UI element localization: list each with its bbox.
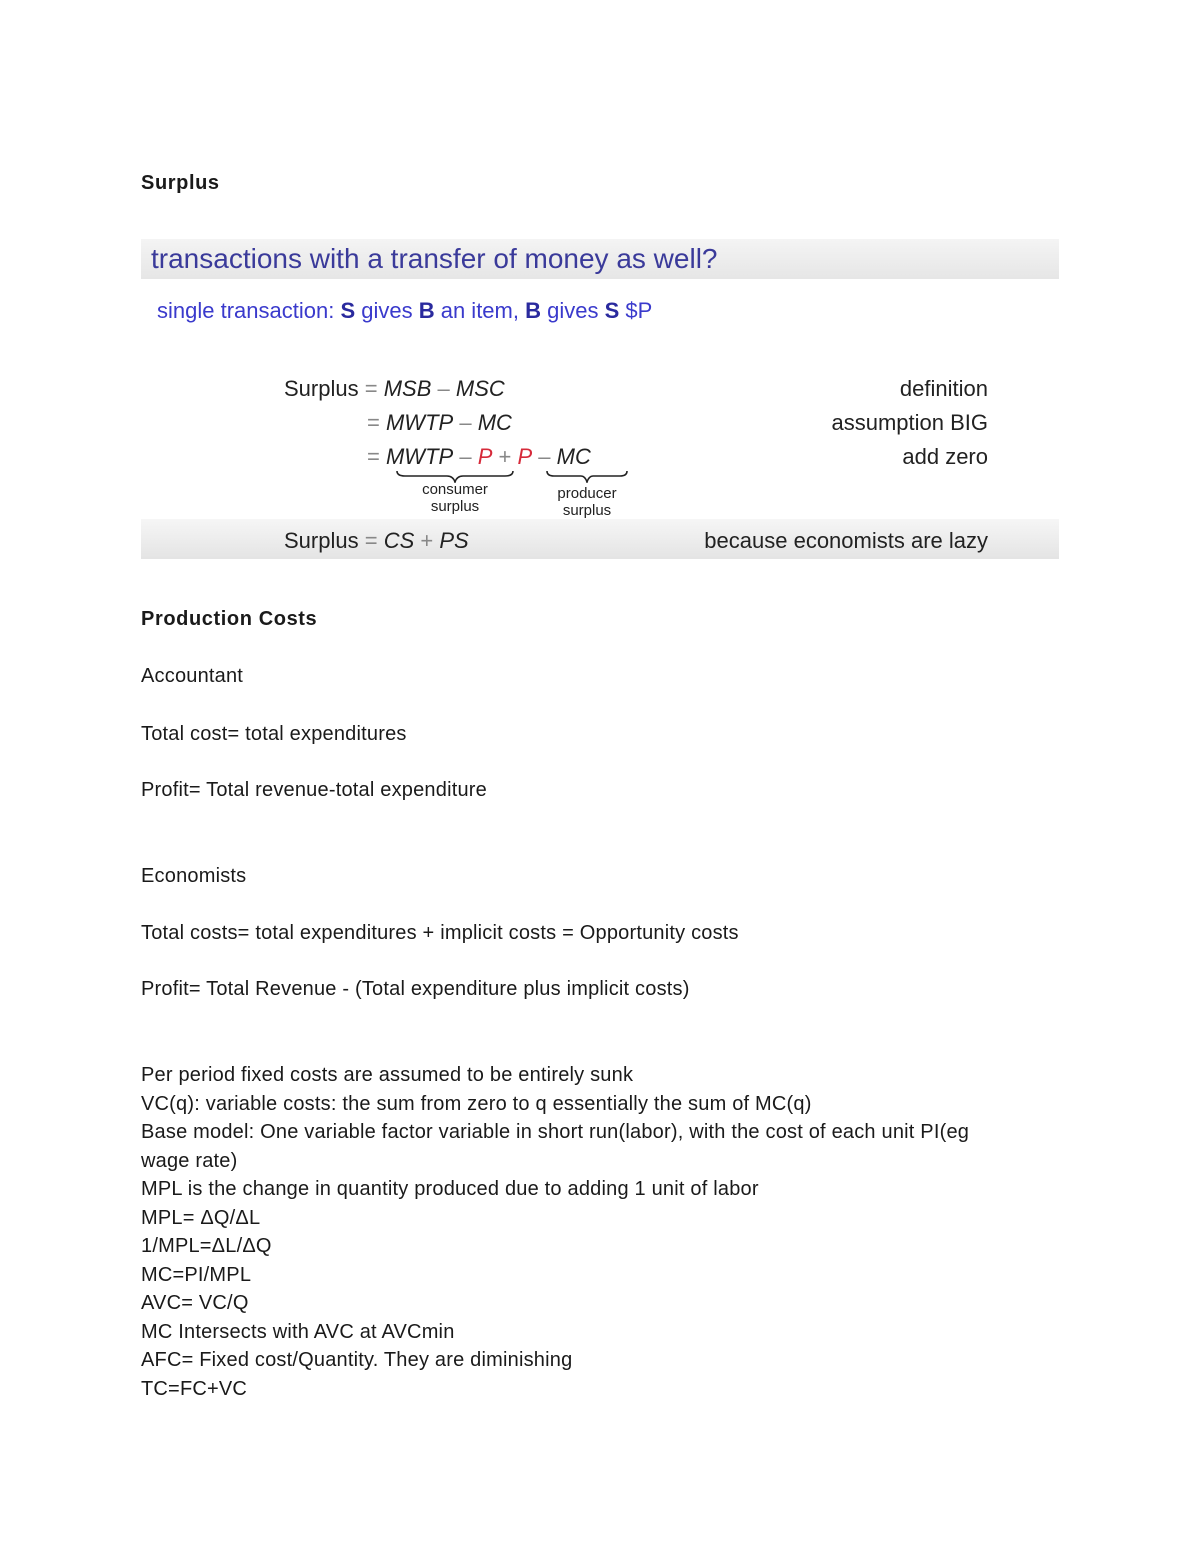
eq-minus: –: [459, 444, 472, 469]
equation-note-2: assumption BIG: [831, 410, 988, 435]
eq-minus: –: [538, 444, 551, 469]
eq-lhs: Surplus: [284, 528, 359, 553]
eq-equals: =: [367, 410, 380, 435]
equation-row-4: [284, 528, 469, 554]
subtitle-b: B: [418, 298, 435, 323]
equation-note-3: add zero: [902, 444, 988, 469]
economists-label: Economists: [141, 865, 247, 887]
slide-title-bar: [141, 239, 1059, 279]
eq-term: MC: [477, 410, 512, 435]
equation-note-4: because economists are lazy: [704, 528, 988, 553]
economists-profit: Profit= Total Revenue - (Total expenditure plus implicit costs): [141, 978, 690, 1000]
eq-term: MWTP: [385, 444, 454, 469]
equation-row-3: [367, 444, 591, 470]
note-line: Per period fixed costs are assumed to be entirely sunk: [141, 1064, 634, 1086]
eq-term-price: P: [477, 444, 493, 469]
eq-lhs: Surplus: [284, 376, 359, 401]
subtitle-text: single transaction:: [157, 298, 341, 323]
subtitle-s: S: [604, 298, 620, 323]
surplus-slide-figure: [141, 237, 1059, 559]
eq-term: MWTP: [385, 410, 454, 435]
subtitle-b: B: [525, 298, 541, 323]
eq-term: CS: [383, 528, 415, 553]
subtitle-text: an item,: [434, 298, 526, 323]
economists-total-cost: Total costs= total expenditures + implicit costs = Opportunity costs: [141, 922, 739, 944]
surplus-heading: Surplus: [141, 172, 220, 194]
eq-plus: +: [498, 444, 512, 469]
note-line: 1/MPL=ΔL/ΔQ: [141, 1235, 272, 1257]
eq-plus: +: [420, 528, 434, 553]
subtitle-text: $P: [619, 298, 653, 323]
note-line: MPL is the change in quantity produced due to adding 1 unit of labor: [141, 1178, 759, 1200]
producer-surplus-label: producer surplus: [557, 485, 617, 519]
note-line: Base model: One variable factor variable in short run(labor), with the cost of each unit PI(eg: [141, 1121, 970, 1143]
production-costs-heading: Production Costs: [141, 608, 318, 630]
slide-bottom-bar: [141, 519, 1059, 559]
slide-subtitle: [157, 298, 652, 324]
note-line: VC(q): variable costs: the sum from zero to q essentially the sum of MC(q): [141, 1093, 812, 1115]
note-line: AFC= Fixed cost/Quantity. They are diminishing: [141, 1349, 573, 1371]
note-line: AVC= VC/Q: [141, 1292, 249, 1314]
accountant-total-cost: Total cost= total expenditures: [141, 723, 407, 745]
note-line: wage rate): [141, 1150, 238, 1172]
eq-term: PS: [439, 528, 469, 553]
producer-surplus-brace: [545, 469, 629, 483]
consumer-surplus-label: consumer surplus: [422, 481, 488, 515]
eq-term: MSC: [455, 376, 505, 401]
equation-row-2: [367, 410, 512, 436]
eq-minus: –: [437, 376, 450, 401]
eq-term-price: P: [517, 444, 533, 469]
slide-title: transactions with a transfer of money as well?: [151, 243, 718, 274]
eq-term: MC: [556, 444, 591, 469]
eq-minus: –: [459, 410, 472, 435]
subtitle-text: gives: [540, 298, 605, 323]
accountant-label: Accountant: [141, 665, 244, 687]
note-line: MC=PI/MPL: [141, 1264, 252, 1286]
eq-equals: =: [364, 376, 378, 401]
equation-row-1: [284, 376, 505, 402]
note-line: MC Intersects with AVC at AVCmin: [141, 1321, 455, 1343]
note-line: TC=FC+VC: [141, 1378, 248, 1400]
accountant-profit: Profit= Total revenue-total expenditure: [141, 779, 487, 801]
subtitle-text: gives: [355, 298, 419, 323]
equation-note-1: definition: [899, 376, 988, 401]
eq-equals: =: [364, 528, 378, 553]
eq-term: MSB: [383, 376, 432, 401]
subtitle-s: S: [340, 298, 356, 323]
eq-equals: =: [367, 444, 380, 469]
note-line: MPL= ΔQ/ΔL: [141, 1207, 261, 1229]
